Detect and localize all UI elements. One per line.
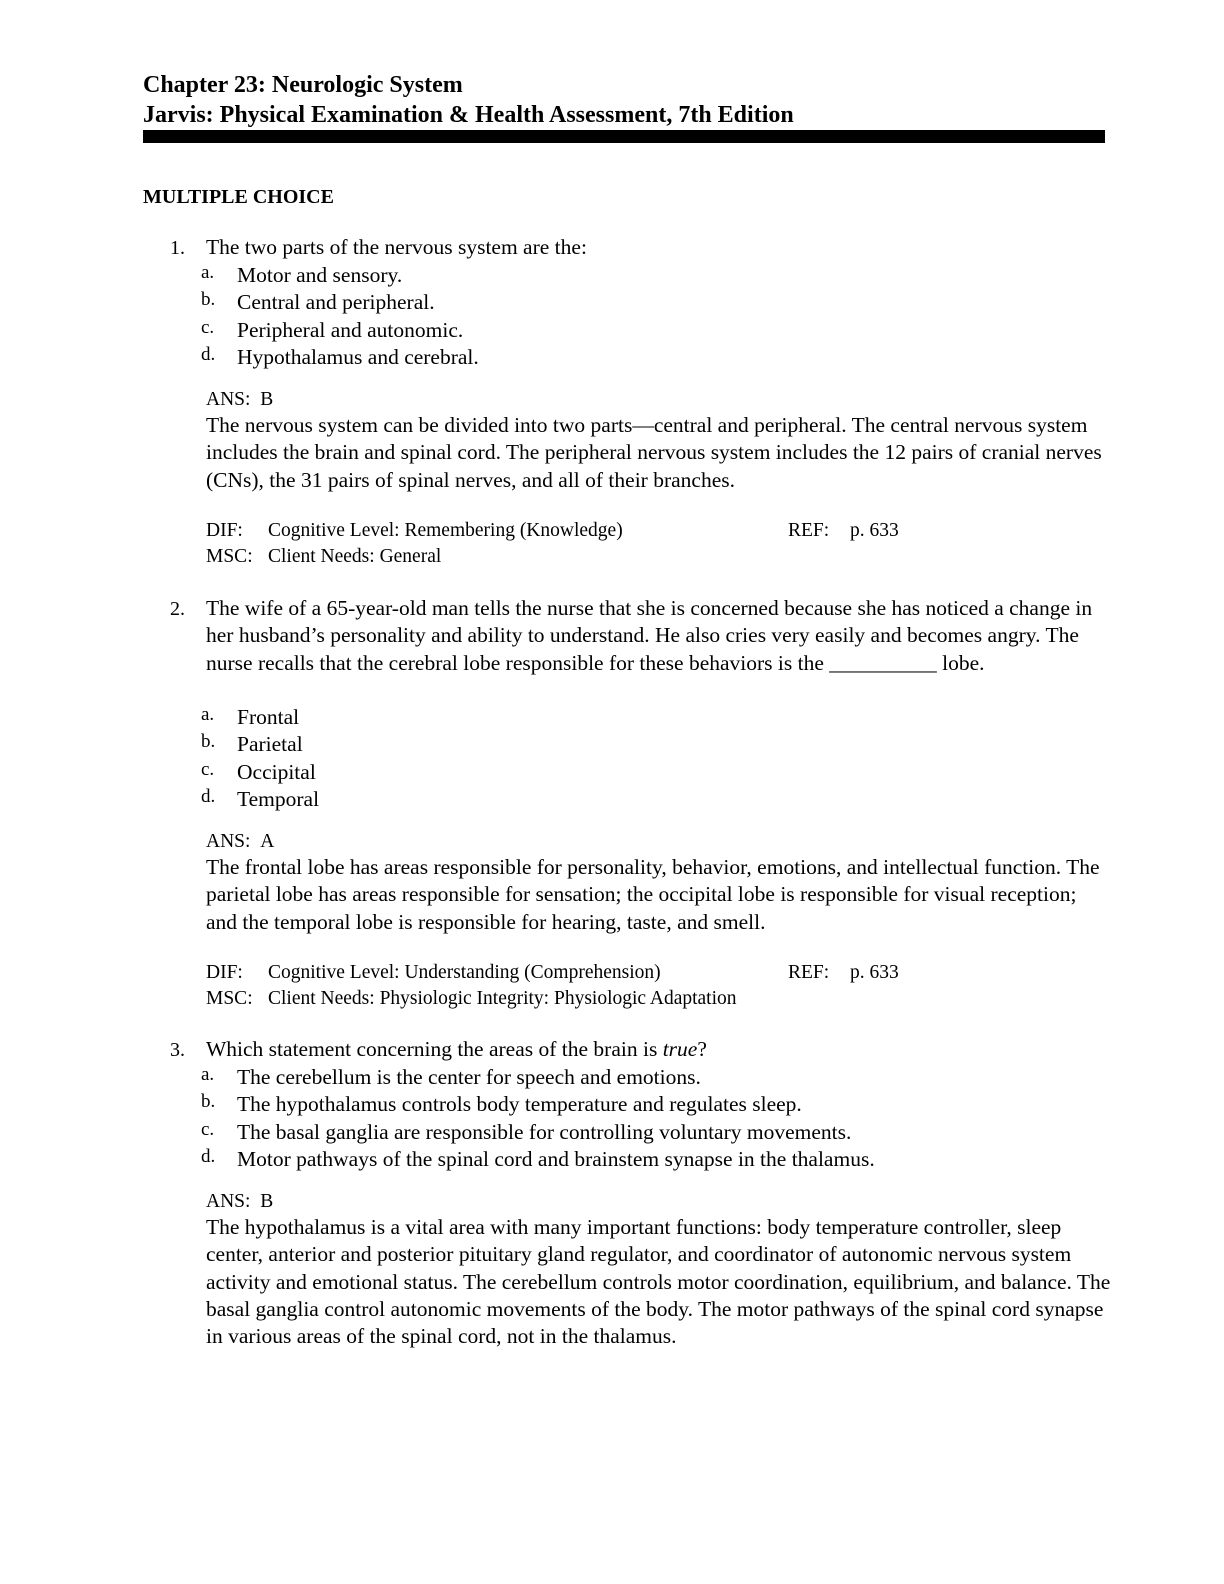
book-title: Jarvis: Physical Examination & Health Assessment, 7th Edition <box>143 102 794 128</box>
ref-label: REF: <box>788 520 830 541</box>
option-text: Peripheral and autonomic. <box>237 317 464 342</box>
msc-value: Client Needs: Physiologic Integrity: Physiologic Adaptation <box>268 987 737 1009</box>
option-c <box>0 759 1224 786</box>
ref-value: p. 633 <box>850 520 899 541</box>
option-text: The hypothalamus controls body temperature and regulates sleep. <box>237 1092 802 1117</box>
answer-value: B <box>260 1191 274 1212</box>
option-letter: a. <box>201 1064 215 1085</box>
answer-label: ANS: <box>206 389 251 410</box>
document-header <box>143 70 1105 130</box>
section-title: MULTIPLE CHOICE <box>143 186 334 208</box>
option-letter: b. <box>201 1091 216 1113</box>
option-text: Motor and sensory. <box>237 263 403 287</box>
option-letter: b. <box>201 289 216 311</box>
option-text: Temporal <box>237 786 320 811</box>
answer-value: A <box>260 831 275 852</box>
option-list <box>0 704 1224 813</box>
answer-line <box>206 387 273 413</box>
option-b <box>0 289 1224 316</box>
option-letter: c. <box>201 1118 215 1140</box>
rationale: The nervous system can be divided into two parts—central and peripheral. The central nervous system includes the brain and spinal cord. The peripheral nervous system includes the 12 pairs of cranial nerves (CNs), the 31 pairs of spinal nerves, and all of their branches. <box>206 413 1102 492</box>
option-c <box>0 1119 1224 1146</box>
option-b <box>0 731 1224 758</box>
dif-label: DIF: <box>206 520 243 541</box>
option-letter: d. <box>201 343 216 365</box>
option-text: Frontal <box>237 705 300 729</box>
question-stem: The wife of a 65-year-old man tells the nurse that she is concerned because she has noticed a change in her husband’s personality and ability to understand. He also cries very easily and becomes angry. The nurse recalls that the cerebral lobe responsible for these behaviors is the __________ lobe. <box>206 596 1093 675</box>
dif-label: DIF: <box>206 962 243 983</box>
question-stem-emphasis: true <box>662 1037 698 1061</box>
question-stem: The two parts of the nervous system are the: <box>206 235 587 259</box>
option-c <box>0 317 1224 344</box>
option-d <box>0 786 1224 813</box>
dif-value: Cognitive Level: Understanding (Comprehension) <box>268 962 661 983</box>
option-d <box>0 344 1224 371</box>
option-text: Hypothalamus and cerebral. <box>237 344 479 369</box>
answer-line <box>206 1189 273 1215</box>
option-text: The basal ganglia are responsible for controlling voluntary movements. <box>237 1119 852 1144</box>
answer-value: B <box>260 389 274 410</box>
answer-label: ANS: <box>206 831 251 852</box>
header-rule <box>143 130 1105 143</box>
option-a <box>0 704 1224 731</box>
chapter-title: Chapter 23: Neurologic System <box>143 72 463 98</box>
option-letter: b. <box>201 731 216 753</box>
msc-label: MSC: <box>206 545 253 567</box>
question-stem <box>206 1036 1106 1063</box>
option-a <box>0 1064 1224 1091</box>
question-number: 1. <box>170 237 185 259</box>
option-text: The cerebellum is the center for speech and emotions. <box>237 1065 701 1089</box>
msc-label: MSC: <box>206 987 253 1009</box>
option-text: Parietal <box>237 732 303 757</box>
question-number: 2. <box>170 598 185 620</box>
question-number: 3. <box>170 1039 185 1061</box>
question-stem-text: Which statement concerning the areas of the brain is <box>206 1037 663 1061</box>
rationale: The frontal lobe has areas responsible for personality, behavior, emotions, and intellectual function. The parietal lobe has areas responsible for sensation; the occipital lobe is responsible for visual reception; and the temporal lobe is responsible for hearing, taste, and smell. <box>206 855 1100 934</box>
option-letter: d. <box>201 1145 216 1167</box>
msc-value: Client Needs: General <box>268 545 442 567</box>
option-letter: c. <box>201 758 215 780</box>
question-stem-end: ? <box>697 1037 707 1061</box>
option-list <box>0 262 1224 371</box>
ref-label: REF: <box>788 962 830 983</box>
answer-label: ANS: <box>206 1191 251 1212</box>
option-list <box>0 1064 1224 1173</box>
option-text: Motor pathways of the spinal cord and brainstem synapse in the thalamus. <box>237 1146 875 1171</box>
option-text: Occipital <box>237 759 316 784</box>
option-d <box>0 1146 1224 1173</box>
option-a <box>0 262 1224 289</box>
ref-value: p. 633 <box>850 962 899 983</box>
option-letter: d. <box>201 785 216 807</box>
option-text: Central and peripheral. <box>237 290 435 315</box>
rationale: The hypothalamus is a vital area with many important functions: body temperature controller, sleep center, anterior and posterior pituitary gland regulator, and coordinator of autonomic nervous system activity and emotional status. The cerebellum controls motor coordination, equilibrium, and balance. The basal ganglia control autonomic movements of the body. The motor pathways of the spinal cord synapse in various areas of the spinal cord, not in the thalamus. <box>206 1215 1111 1349</box>
answer-line <box>206 829 274 855</box>
option-b <box>0 1091 1224 1118</box>
option-letter: c. <box>201 316 215 338</box>
dif-value: Cognitive Level: Remembering (Knowledge) <box>268 520 623 541</box>
option-letter: a. <box>201 262 215 283</box>
option-letter: a. <box>201 704 215 725</box>
